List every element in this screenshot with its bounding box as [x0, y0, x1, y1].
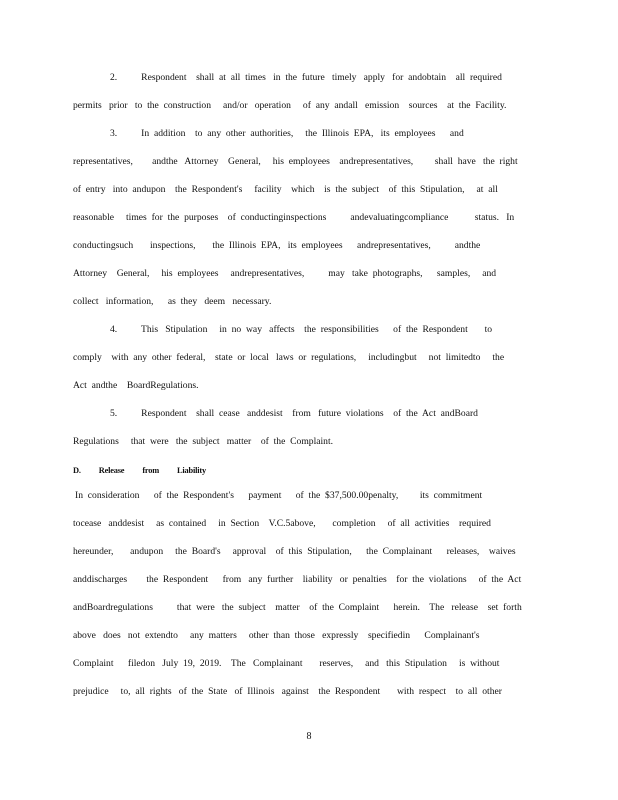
section-d-line-7: Complaint filedon July 19, 2019. The Complainant reserves, and this Stipulation is without	[73, 658, 500, 669]
paragraph-3-line-5: conductingsuch inspections, the Illinois EPA, its employees andrepresentatives, andthe	[73, 240, 481, 251]
section-d-line-6: above does not extendto any matters other than those expressly specifiedin Complainant's	[73, 630, 480, 641]
paragraph-3-line-2: representatives, andthe Attorney General, his employees andrepresentatives, shall have the right	[73, 156, 518, 167]
section-d-line-8: prejudice to, all rights of the State of Illinois against the Respondent with respect to all other	[73, 686, 502, 697]
paragraph-5-line-1: 5. Respondent shall cease anddesist from future violations of the Act andBoard	[110, 408, 478, 419]
paragraph-5-line-2: Regulations that were the subject matter of the Complaint.	[73, 436, 334, 447]
section-d-line-5: andBoardregulations that were the subject matter of the Complaint herein. The release set forth	[73, 602, 522, 613]
paragraph-3-line-1: 3. In addition to any other authorities, the Illinois EPA, its employees and	[110, 128, 464, 139]
paragraph-4-line-2: comply with any other federal, state or local laws or regulations, includingbut not limitedto the	[73, 352, 505, 363]
paragraph-2-line-1: 2. Respondent shall at all times in the future timely apply for andobtain all required	[110, 72, 502, 83]
paragraph-3-line-3: of entry into andupon the Respondent's facility which is the subject of this Stipulation, at all	[73, 184, 498, 195]
paragraph-3-line-6: Attorney General, his employees andrepresentatives, may take photographs, samples, and	[73, 268, 497, 279]
paragraph-4-line-1: 4. This Stipulation in no way affects the responsibilities of the Respondent to	[110, 324, 493, 335]
page-number: 8	[306, 731, 312, 742]
section-d-line-3: hereunder, andupon the Board's approval of this Stipulation, the Complainant releases, waives	[73, 546, 516, 557]
paragraph-3-line-4: reasonable times for the purposes of conductinginspections andevaluatingcompliance status. In	[73, 212, 515, 223]
paragraph-3-line-7: collect information, as they deem necessary.	[73, 296, 272, 307]
section-d-line-4: anddischarges the Respondent from any further liability or penalties for the violations of the Act	[73, 574, 522, 585]
section-d-heading: D. Release from Liability	[73, 466, 206, 475]
section-d-line-2: tocease anddesist as contained in Section V.C.5above, completion of all activities required	[73, 518, 491, 529]
paragraph-2-line-2: permits prior to the construction and/or operation of any andall emission sources at the Facility.	[73, 100, 507, 111]
section-d-line-1: In consideration of the Respondent's payment of the $37,500.00penalty, its commitment	[75, 490, 483, 501]
paragraph-4-line-3: Act andthe BoardRegulations.	[73, 380, 199, 391]
